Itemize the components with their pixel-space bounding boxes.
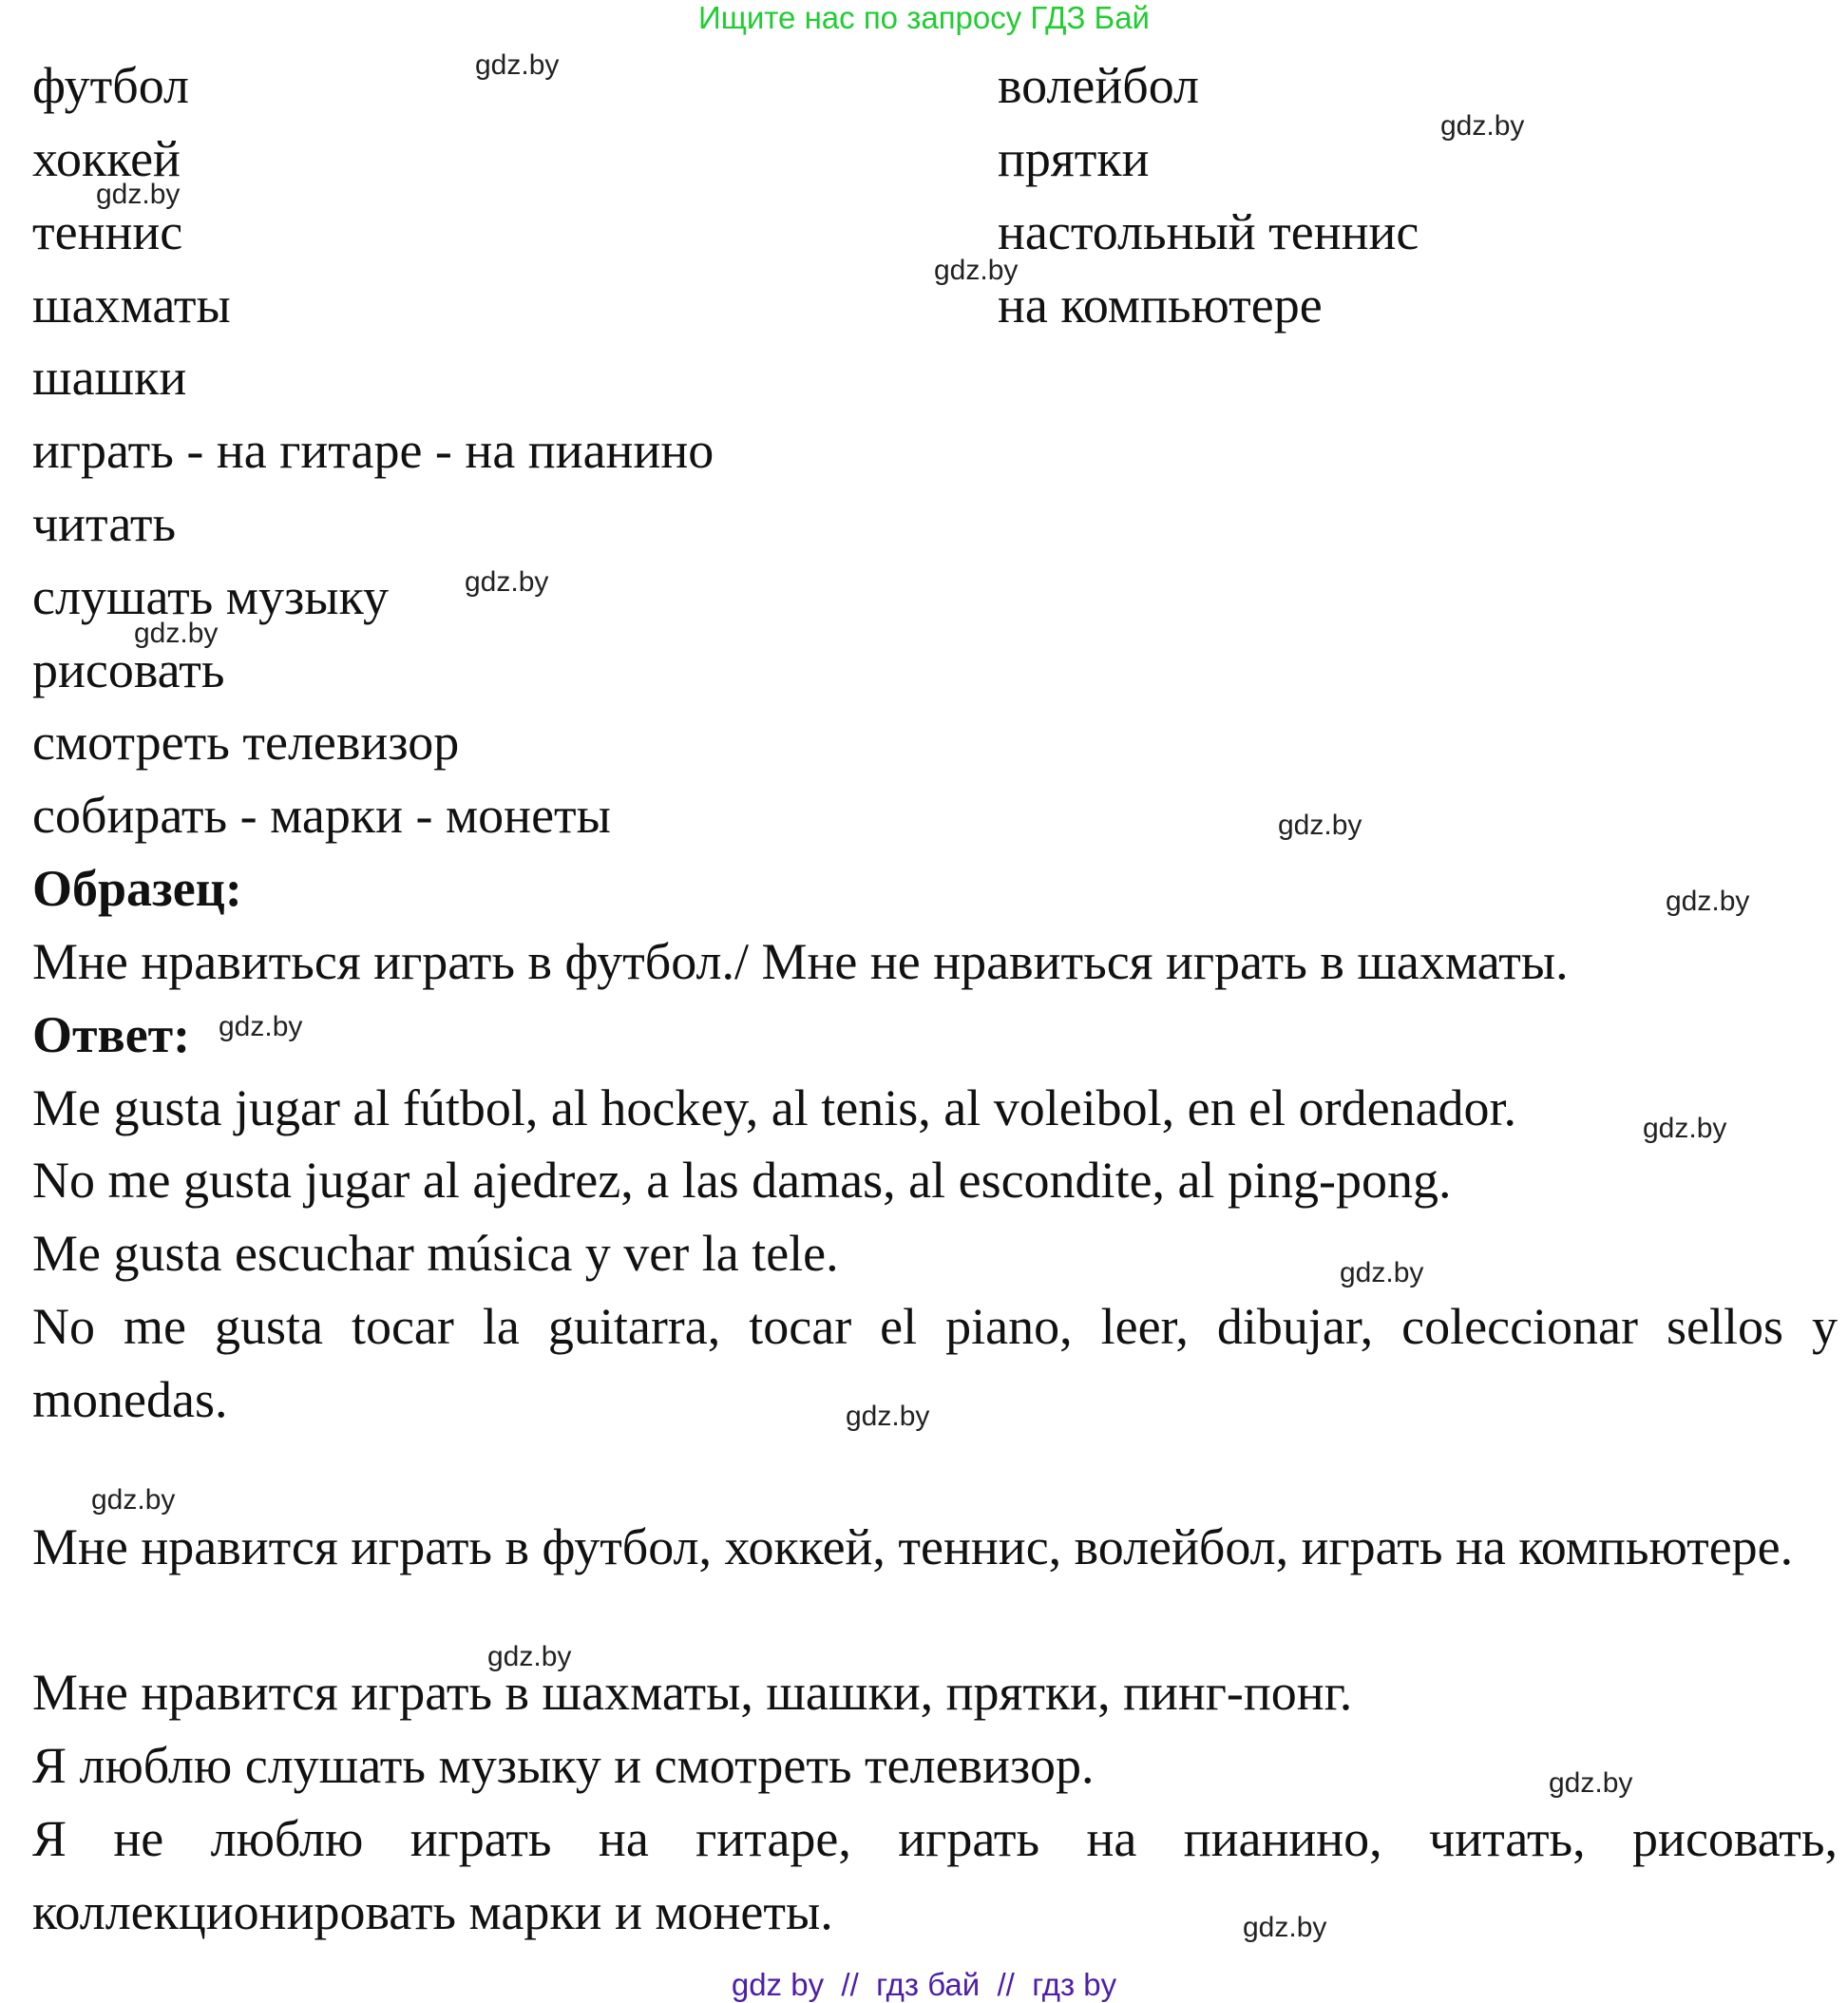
answer-spanish-line: No me gusta jugar al ajedrez, a las damas, al escondite, al ping-pong.	[32, 1152, 1452, 1209]
watermark: gdz.by	[1549, 1767, 1633, 1799]
search-promo-banner: Ищите нас по запросу ГДЗ Бай	[698, 0, 1150, 35]
watermark: gdz.by	[1440, 110, 1525, 142]
answer-spanish-line: Me gusta jugar al fútbol, al hockey, al tenis, al voleibol, en el ordenador.	[32, 1079, 1517, 1136]
footer-link-gdz-bai[interactable]: гдз бай	[876, 1967, 981, 2002]
vocab-left-item: шахматы	[32, 277, 231, 334]
answer-russian-line: Я люблю слушать музыку и смотреть телевизор.	[32, 1737, 1095, 1794]
sample-text: Мне нравиться играть в футбол./ Мне не нравиться играть в шахматы.	[32, 933, 1569, 990]
watermark: gdz.by	[1278, 810, 1362, 841]
answer-russian-paragraph: Я не люблю играть на гитаре, играть на пианино, читать, рисовать, коллекционировать марки и монеты.	[32, 1810, 1838, 1940]
vocab-right-item: на компьютере	[998, 277, 1323, 334]
footer-separator: //	[841, 1967, 859, 2002]
watermark: gdz.by	[1643, 1113, 1727, 1144]
footer-link-gdz-by-ru[interactable]: гдз by	[1032, 1967, 1117, 2002]
watermark: gdz.by	[934, 255, 1019, 286]
watermark: gdz.by	[465, 566, 549, 598]
watermark: gdz.by	[846, 1401, 930, 1432]
watermark: gdz.by	[1243, 1912, 1327, 1943]
vocab-left-item: футбол	[32, 57, 189, 114]
vocab-left-item: теннис	[32, 203, 183, 260]
watermark: gdz.by	[91, 1484, 176, 1516]
watermark: gdz.by	[1340, 1257, 1424, 1288]
vocab-left-item: слушать музыку	[32, 568, 390, 625]
footer-links	[0, 1967, 1848, 2003]
vocab-right-item: прятки	[998, 130, 1150, 187]
watermark: gdz.by	[475, 49, 560, 81]
answer-spanish-paragraph: No me gusta tocar la guitarra, tocar el piano, leer, dibujar, coleccionar sellos y monedas.	[32, 1298, 1838, 1428]
answer-russian-paragraph: Мне нравится играть в футбол, хоккей, теннис, волейбол, играть на компьютере.	[32, 1518, 1794, 1575]
answer-russian-line: Мне нравится играть в шахматы, шашки, прятки, пинг-понг.	[32, 1664, 1353, 1721]
vocab-left-item: хоккей	[32, 130, 181, 187]
sample-heading: Образец:	[32, 860, 242, 917]
watermark: gdz.by	[487, 1641, 572, 1672]
footer-separator: //	[997, 1967, 1015, 2002]
answer-heading: Ответ:	[32, 1006, 191, 1063]
vocab-left-item: собирать - марки - монеты	[32, 787, 611, 844]
vocab-left-item: играть - на гитаре - на пианино	[32, 422, 714, 479]
answer-spanish-line: Me gusta escuchar música y ver la tele.	[32, 1225, 839, 1282]
watermark: gdz.by	[1666, 886, 1750, 917]
vocab-left-item: читать	[32, 495, 177, 552]
vocab-right-item: волейбол	[998, 57, 1199, 114]
vocab-left-item: рисовать	[32, 641, 225, 698]
vocab-left-item: шашки	[32, 349, 187, 406]
watermark: gdz.by	[219, 1011, 303, 1042]
watermark: gdz.by	[134, 618, 219, 649]
vocab-right-item: настольный теннис	[998, 203, 1419, 260]
footer-link-gdz-by[interactable]: gdz by	[731, 1967, 825, 2002]
watermark: gdz.by	[96, 179, 181, 210]
vocab-left-item: смотреть телевизор	[32, 714, 460, 771]
